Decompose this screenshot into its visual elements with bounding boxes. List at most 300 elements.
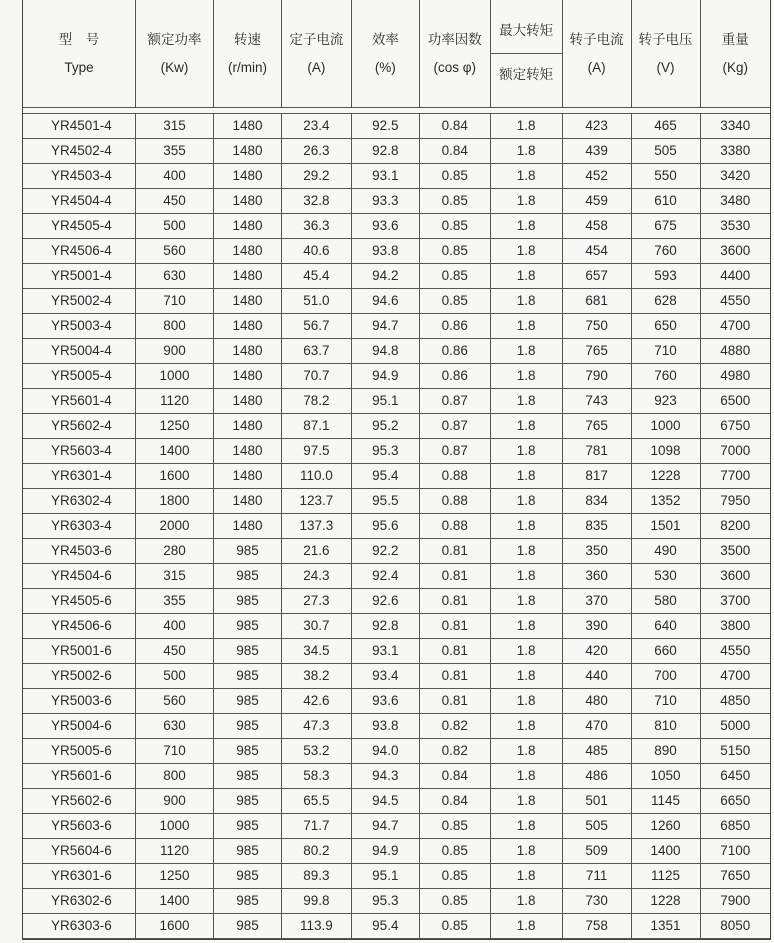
- cell-rated-power: 1600: [136, 464, 214, 489]
- cell-weight: 7700: [700, 464, 770, 489]
- cell-efficiency: 93.8: [351, 239, 419, 264]
- cell-stator-current: 29.2: [281, 164, 351, 189]
- cell-rated-power: 710: [136, 289, 214, 314]
- header-speed-unit: (r/min): [227, 59, 267, 75]
- cell-rotor-voltage: 1050: [631, 764, 700, 789]
- cell-rotor-current: 440: [562, 664, 631, 689]
- cell-rated-power: 1120: [136, 389, 214, 414]
- cell-weight: 7650: [700, 864, 770, 889]
- cell-speed: 985: [214, 739, 282, 764]
- cell-rotor-voltage: 710: [631, 689, 700, 714]
- header-rated-power: [136, 0, 214, 108]
- cell-efficiency: 93.1: [351, 164, 419, 189]
- cell-stator-current: 36.3: [281, 214, 351, 239]
- cell-type: YR5002-4: [23, 289, 136, 314]
- cell-rated-power: 1400: [136, 439, 214, 464]
- cell-type: YR5601-4: [23, 389, 136, 414]
- cell-type: YR5603-4: [23, 439, 136, 464]
- cell-stator-current: 137.3: [281, 514, 351, 539]
- cell-rotor-current: 439: [562, 139, 631, 164]
- cell-type: YR5602-4: [23, 414, 136, 439]
- cell-weight: 5150: [700, 739, 770, 764]
- header-speed-label: 转速: [233, 32, 261, 47]
- cell-efficiency: 92.2: [351, 539, 419, 564]
- cell-rated-power: 630: [136, 714, 214, 739]
- cell-rated-power: 355: [136, 139, 214, 164]
- cell-torque-ratio: 1.8: [490, 789, 562, 814]
- cell-efficiency: 94.2: [351, 264, 419, 289]
- cell-speed: 1480: [214, 314, 282, 339]
- cell-rotor-voltage: 1351: [631, 914, 700, 939]
- table-row: [23, 539, 770, 564]
- cell-rotor-current: 758: [562, 914, 631, 939]
- cell-stator-current: 87.1: [281, 414, 351, 439]
- cell-weight: 3800: [700, 614, 770, 639]
- cell-power-factor: 0.81: [419, 589, 490, 614]
- cell-type: YR5003-4: [23, 314, 136, 339]
- cell-efficiency: 92.8: [351, 139, 419, 164]
- cell-power-factor: 0.85: [419, 164, 490, 189]
- cell-power-factor: 0.81: [419, 614, 490, 639]
- cell-type: YR4501-4: [23, 114, 136, 139]
- table-row: [23, 364, 770, 389]
- table-row: [23, 289, 770, 314]
- cell-torque-ratio: 1.8: [490, 564, 562, 589]
- cell-torque-ratio: 1.8: [490, 864, 562, 889]
- table-row: [23, 214, 770, 239]
- cell-rotor-voltage: 760: [631, 364, 700, 389]
- cell-weight: 6500: [700, 389, 770, 414]
- cell-efficiency: 95.1: [351, 389, 419, 414]
- cell-rotor-current: 423: [562, 114, 631, 139]
- table-header: [23, 0, 770, 114]
- cell-stator-current: 51.0: [281, 289, 351, 314]
- cell-rotor-voltage: 610: [631, 189, 700, 214]
- cell-type: YR4504-6: [23, 564, 136, 589]
- cell-rated-power: 1600: [136, 914, 214, 939]
- cell-rotor-voltage: 923: [631, 389, 700, 414]
- cell-efficiency: 95.3: [351, 439, 419, 464]
- cell-weight: 3530: [700, 214, 770, 239]
- cell-stator-current: 27.3: [281, 589, 351, 614]
- cell-stator-current: 71.7: [281, 814, 351, 839]
- cell-speed: 1480: [214, 439, 282, 464]
- cell-weight: 8050: [700, 914, 770, 939]
- cell-stator-current: 97.5: [281, 439, 351, 464]
- cell-efficiency: 94.7: [351, 814, 419, 839]
- cell-rated-power: 1000: [136, 814, 214, 839]
- cell-power-factor: 0.81: [419, 539, 490, 564]
- cell-power-factor: 0.85: [419, 189, 490, 214]
- header-rated-power-unit: (Kw): [160, 59, 189, 75]
- cell-speed: 1480: [214, 464, 282, 489]
- cell-weight: 7950: [700, 489, 770, 514]
- cell-rated-power: 900: [136, 339, 214, 364]
- cell-efficiency: 93.6: [351, 689, 419, 714]
- cell-weight: 4550: [700, 639, 770, 664]
- cell-speed: 1480: [214, 214, 282, 239]
- table-row: [23, 639, 770, 664]
- cell-efficiency: 94.9: [351, 364, 419, 389]
- cell-power-factor: 0.87: [419, 439, 490, 464]
- cell-speed: 985: [214, 664, 282, 689]
- table-row: [23, 339, 770, 364]
- header-stator-current-label: 定子电流: [289, 32, 344, 47]
- cell-stator-current: 38.2: [281, 664, 351, 689]
- cell-rotor-current: 390: [562, 614, 631, 639]
- table-row: [23, 114, 770, 139]
- cell-weight: 3600: [700, 564, 770, 589]
- cell-speed: 1480: [214, 414, 282, 439]
- cell-type: YR4505-4: [23, 214, 136, 239]
- cell-rotor-current: 480: [562, 689, 631, 714]
- cell-efficiency: 93.6: [351, 214, 419, 239]
- cell-power-factor: 0.88: [419, 514, 490, 539]
- cell-speed: 1480: [214, 514, 282, 539]
- table-row: [23, 864, 770, 889]
- table-row: [23, 889, 770, 914]
- cell-torque-ratio: 1.8: [490, 239, 562, 264]
- cell-speed: 1480: [214, 114, 282, 139]
- cell-power-factor: 0.82: [419, 714, 490, 739]
- cell-speed: 985: [214, 589, 282, 614]
- cell-efficiency: 94.3: [351, 764, 419, 789]
- cell-rotor-voltage: 580: [631, 589, 700, 614]
- cell-torque-ratio: 1.8: [490, 339, 562, 364]
- cell-speed: 985: [214, 689, 282, 714]
- cell-torque-ratio: 1.8: [490, 764, 562, 789]
- cell-stator-current: 47.3: [281, 714, 351, 739]
- cell-stator-current: 53.2: [281, 739, 351, 764]
- cell-rated-power: 1400: [136, 889, 214, 914]
- cell-weight: 4700: [700, 664, 770, 689]
- cell-rotor-current: 454: [562, 239, 631, 264]
- cell-torque-ratio: 1.8: [490, 289, 562, 314]
- cell-rotor-voltage: 640: [631, 614, 700, 639]
- cell-stator-current: 21.6: [281, 539, 351, 564]
- header-efficiency: [351, 0, 419, 108]
- cell-rotor-current: 459: [562, 189, 631, 214]
- cell-speed: 985: [214, 914, 282, 939]
- cell-power-factor: 0.81: [419, 639, 490, 664]
- cell-power-factor: 0.81: [419, 564, 490, 589]
- cell-stator-current: 63.7: [281, 339, 351, 364]
- cell-type: YR5602-6: [23, 789, 136, 814]
- cell-torque-ratio: 1.8: [490, 814, 562, 839]
- cell-stator-current: 70.7: [281, 364, 351, 389]
- cell-efficiency: 92.8: [351, 614, 419, 639]
- cell-rotor-voltage: 465: [631, 114, 700, 139]
- cell-speed: 985: [214, 864, 282, 889]
- header-stator-current-unit: (A): [307, 59, 326, 75]
- table-row: [23, 414, 770, 439]
- cell-stator-current: 89.3: [281, 864, 351, 889]
- cell-speed: 1480: [214, 489, 282, 514]
- cell-rated-power: 710: [136, 739, 214, 764]
- cell-rated-power: 630: [136, 264, 214, 289]
- cell-efficiency: 93.8: [351, 714, 419, 739]
- cell-speed: 1480: [214, 389, 282, 414]
- cell-torque-ratio: 1.8: [490, 514, 562, 539]
- cell-torque-ratio: 1.8: [490, 689, 562, 714]
- cell-speed: 985: [214, 889, 282, 914]
- cell-torque-ratio: 1.8: [490, 489, 562, 514]
- cell-rotor-current: 730: [562, 889, 631, 914]
- cell-power-factor: 0.84: [419, 789, 490, 814]
- table-row: [23, 464, 770, 489]
- cell-torque-ratio: 1.8: [490, 914, 562, 939]
- cell-weight: 6850: [700, 814, 770, 839]
- cell-weight: 7900: [700, 889, 770, 914]
- cell-weight: 8200: [700, 514, 770, 539]
- cell-rotor-current: 765: [562, 414, 631, 439]
- cell-rotor-voltage: 1260: [631, 814, 700, 839]
- header-torque-ratio: [490, 0, 562, 108]
- cell-rotor-current: 790: [562, 364, 631, 389]
- cell-rated-power: 280: [136, 539, 214, 564]
- cell-efficiency: 94.0: [351, 739, 419, 764]
- cell-type: YR4504-4: [23, 189, 136, 214]
- cell-speed: 985: [214, 614, 282, 639]
- cell-torque-ratio: 1.8: [490, 739, 562, 764]
- cell-rated-power: 1800: [136, 489, 214, 514]
- header-type-label: 型 号: [58, 32, 100, 47]
- cell-rotor-voltage: 660: [631, 639, 700, 664]
- cell-type: YR6302-6: [23, 889, 136, 914]
- cell-rotor-current: 835: [562, 514, 631, 539]
- table-row: [23, 314, 770, 339]
- cell-rated-power: 315: [136, 564, 214, 589]
- cell-rotor-voltage: 1400: [631, 839, 700, 864]
- cell-rotor-voltage: 1125: [631, 864, 700, 889]
- cell-rotor-voltage: 1352: [631, 489, 700, 514]
- cell-weight: 4980: [700, 364, 770, 389]
- header-rated-power-label: 额定功率: [147, 32, 202, 47]
- table-row: [23, 189, 770, 214]
- cell-rated-power: 500: [136, 214, 214, 239]
- cell-rated-power: 400: [136, 614, 214, 639]
- cell-efficiency: 94.7: [351, 314, 419, 339]
- cell-type: YR5601-6: [23, 764, 136, 789]
- table-row: [23, 439, 770, 464]
- header-rotor-voltage-unit: (V): [656, 59, 675, 75]
- cell-weight: 7100: [700, 839, 770, 864]
- cell-torque-ratio: 1.8: [490, 414, 562, 439]
- cell-speed: 1480: [214, 264, 282, 289]
- cell-torque-ratio: 1.8: [490, 314, 562, 339]
- cell-efficiency: 94.6: [351, 289, 419, 314]
- table-row: [23, 839, 770, 864]
- cell-rotor-current: 486: [562, 764, 631, 789]
- cell-speed: 985: [214, 564, 282, 589]
- cell-type: YR6303-6: [23, 914, 136, 939]
- cell-rotor-voltage: 1098: [631, 439, 700, 464]
- cell-rotor-voltage: 1000: [631, 414, 700, 439]
- cell-rotor-voltage: 628: [631, 289, 700, 314]
- cell-weight: 6450: [700, 764, 770, 789]
- table-row: [23, 614, 770, 639]
- table-row: [23, 139, 770, 164]
- cell-rotor-current: 711: [562, 864, 631, 889]
- header-weight: [700, 0, 770, 108]
- cell-type: YR4505-6: [23, 589, 136, 614]
- cell-torque-ratio: 1.8: [490, 189, 562, 214]
- cell-torque-ratio: 1.8: [490, 589, 562, 614]
- cell-rated-power: 800: [136, 314, 214, 339]
- table-row: [23, 264, 770, 289]
- cell-torque-ratio: 1.8: [490, 714, 562, 739]
- cell-speed: 985: [214, 839, 282, 864]
- cell-rotor-voltage: 710: [631, 339, 700, 364]
- cell-rotor-current: 743: [562, 389, 631, 414]
- cell-efficiency: 93.4: [351, 664, 419, 689]
- cell-power-factor: 0.85: [419, 264, 490, 289]
- cell-type: YR6301-4: [23, 464, 136, 489]
- cell-efficiency: 95.5: [351, 489, 419, 514]
- cell-weight: 4550: [700, 289, 770, 314]
- header-efficiency-label: 效率: [371, 32, 399, 47]
- cell-rotor-voltage: 650: [631, 314, 700, 339]
- table-row: [23, 389, 770, 414]
- cell-speed: 1480: [214, 364, 282, 389]
- cell-torque-ratio: 1.8: [490, 889, 562, 914]
- cell-rated-power: 1000: [136, 364, 214, 389]
- cell-power-factor: 0.86: [419, 314, 490, 339]
- header-rotor-voltage: [631, 0, 700, 108]
- cell-weight: 4700: [700, 314, 770, 339]
- cell-torque-ratio: 1.8: [490, 214, 562, 239]
- cell-torque-ratio: 1.8: [490, 439, 562, 464]
- cell-rotor-current: 458: [562, 214, 631, 239]
- cell-type: YR4506-6: [23, 614, 136, 639]
- cell-rated-power: 1250: [136, 414, 214, 439]
- cell-stator-current: 80.2: [281, 839, 351, 864]
- table-row: [23, 164, 770, 189]
- cell-speed: 1480: [214, 239, 282, 264]
- table-row: [23, 714, 770, 739]
- header-speed: [214, 0, 282, 108]
- cell-efficiency: 95.4: [351, 464, 419, 489]
- cell-rotor-voltage: 1145: [631, 789, 700, 814]
- cell-rated-power: 560: [136, 689, 214, 714]
- cell-efficiency: 95.6: [351, 514, 419, 539]
- cell-stator-current: 42.6: [281, 689, 351, 714]
- cell-rotor-voltage: 490: [631, 539, 700, 564]
- cell-type: YR4502-4: [23, 139, 136, 164]
- cell-type: YR5004-4: [23, 339, 136, 364]
- cell-type: YR5005-6: [23, 739, 136, 764]
- header-power-factor: [419, 0, 490, 108]
- cell-power-factor: 0.88: [419, 489, 490, 514]
- cell-type: YR4503-4: [23, 164, 136, 189]
- cell-power-factor: 0.85: [419, 214, 490, 239]
- cell-stator-current: 58.3: [281, 764, 351, 789]
- cell-torque-ratio: 1.8: [490, 364, 562, 389]
- cell-weight: 3480: [700, 189, 770, 214]
- table-row: [23, 789, 770, 814]
- cell-rated-power: 450: [136, 189, 214, 214]
- cell-type: YR6302-4: [23, 489, 136, 514]
- cell-speed: 1480: [214, 164, 282, 189]
- cell-stator-current: 123.7: [281, 489, 351, 514]
- cell-stator-current: 24.3: [281, 564, 351, 589]
- cell-power-factor: 0.85: [419, 814, 490, 839]
- cell-rated-power: 1120: [136, 839, 214, 864]
- cell-efficiency: 94.5: [351, 789, 419, 814]
- cell-rotor-current: 470: [562, 714, 631, 739]
- cell-type: YR5604-6: [23, 839, 136, 864]
- cell-rotor-voltage: 593: [631, 264, 700, 289]
- cell-type: YR5005-4: [23, 364, 136, 389]
- cell-efficiency: 95.3: [351, 889, 419, 914]
- header-torque-ratio-denominator: 额定转矩: [499, 66, 554, 82]
- cell-rotor-current: 834: [562, 489, 631, 514]
- table-row: [23, 689, 770, 714]
- cell-rated-power: 1250: [136, 864, 214, 889]
- cell-stator-current: 34.5: [281, 639, 351, 664]
- cell-efficiency: 93.1: [351, 639, 419, 664]
- cell-type: YR5603-6: [23, 814, 136, 839]
- cell-weight: 4400: [700, 264, 770, 289]
- cell-weight: 6750: [700, 414, 770, 439]
- cell-power-factor: 0.84: [419, 114, 490, 139]
- cell-stator-current: 30.7: [281, 614, 351, 639]
- cell-power-factor: 0.86: [419, 364, 490, 389]
- header-rotor-current-label: 转子电流: [569, 32, 624, 47]
- cell-rotor-current: 370: [562, 589, 631, 614]
- cell-torque-ratio: 1.8: [490, 664, 562, 689]
- cell-type: YR5001-4: [23, 264, 136, 289]
- motor-spec-table: [23, 0, 770, 939]
- cell-rotor-current: 817: [562, 464, 631, 489]
- cell-rotor-voltage: 890: [631, 739, 700, 764]
- cell-rated-power: 450: [136, 639, 214, 664]
- cell-power-factor: 0.84: [419, 139, 490, 164]
- cell-speed: 985: [214, 814, 282, 839]
- cell-power-factor: 0.85: [419, 839, 490, 864]
- cell-weight: 7000: [700, 439, 770, 464]
- cell-rotor-current: 657: [562, 264, 631, 289]
- cell-weight: 3420: [700, 164, 770, 189]
- cell-rotor-voltage: 810: [631, 714, 700, 739]
- cell-efficiency: 92.6: [351, 589, 419, 614]
- cell-type: YR4506-4: [23, 239, 136, 264]
- cell-rotor-voltage: 700: [631, 664, 700, 689]
- cell-torque-ratio: 1.8: [490, 139, 562, 164]
- cell-speed: 1480: [214, 339, 282, 364]
- cell-weight: 3380: [700, 139, 770, 164]
- header-weight-unit: (Kg): [722, 59, 748, 75]
- cell-type: YR4503-6: [23, 539, 136, 564]
- table-row: [23, 564, 770, 589]
- cell-power-factor: 0.85: [419, 864, 490, 889]
- cell-rated-power: 560: [136, 239, 214, 264]
- cell-torque-ratio: 1.8: [490, 839, 562, 864]
- cell-rated-power: 800: [136, 764, 214, 789]
- cell-rotor-current: 420: [562, 639, 631, 664]
- cell-type: YR5001-6: [23, 639, 136, 664]
- cell-weight: 3340: [700, 114, 770, 139]
- cell-power-factor: 0.85: [419, 914, 490, 939]
- cell-rotor-voltage: 760: [631, 239, 700, 264]
- cell-stator-current: 78.2: [281, 389, 351, 414]
- cell-power-factor: 0.87: [419, 414, 490, 439]
- cell-type: YR5003-6: [23, 689, 136, 714]
- header-power-factor-unit: (cos φ): [433, 59, 476, 75]
- table-row: [23, 489, 770, 514]
- cell-rotor-current: 505: [562, 814, 631, 839]
- cell-weight: 5000: [700, 714, 770, 739]
